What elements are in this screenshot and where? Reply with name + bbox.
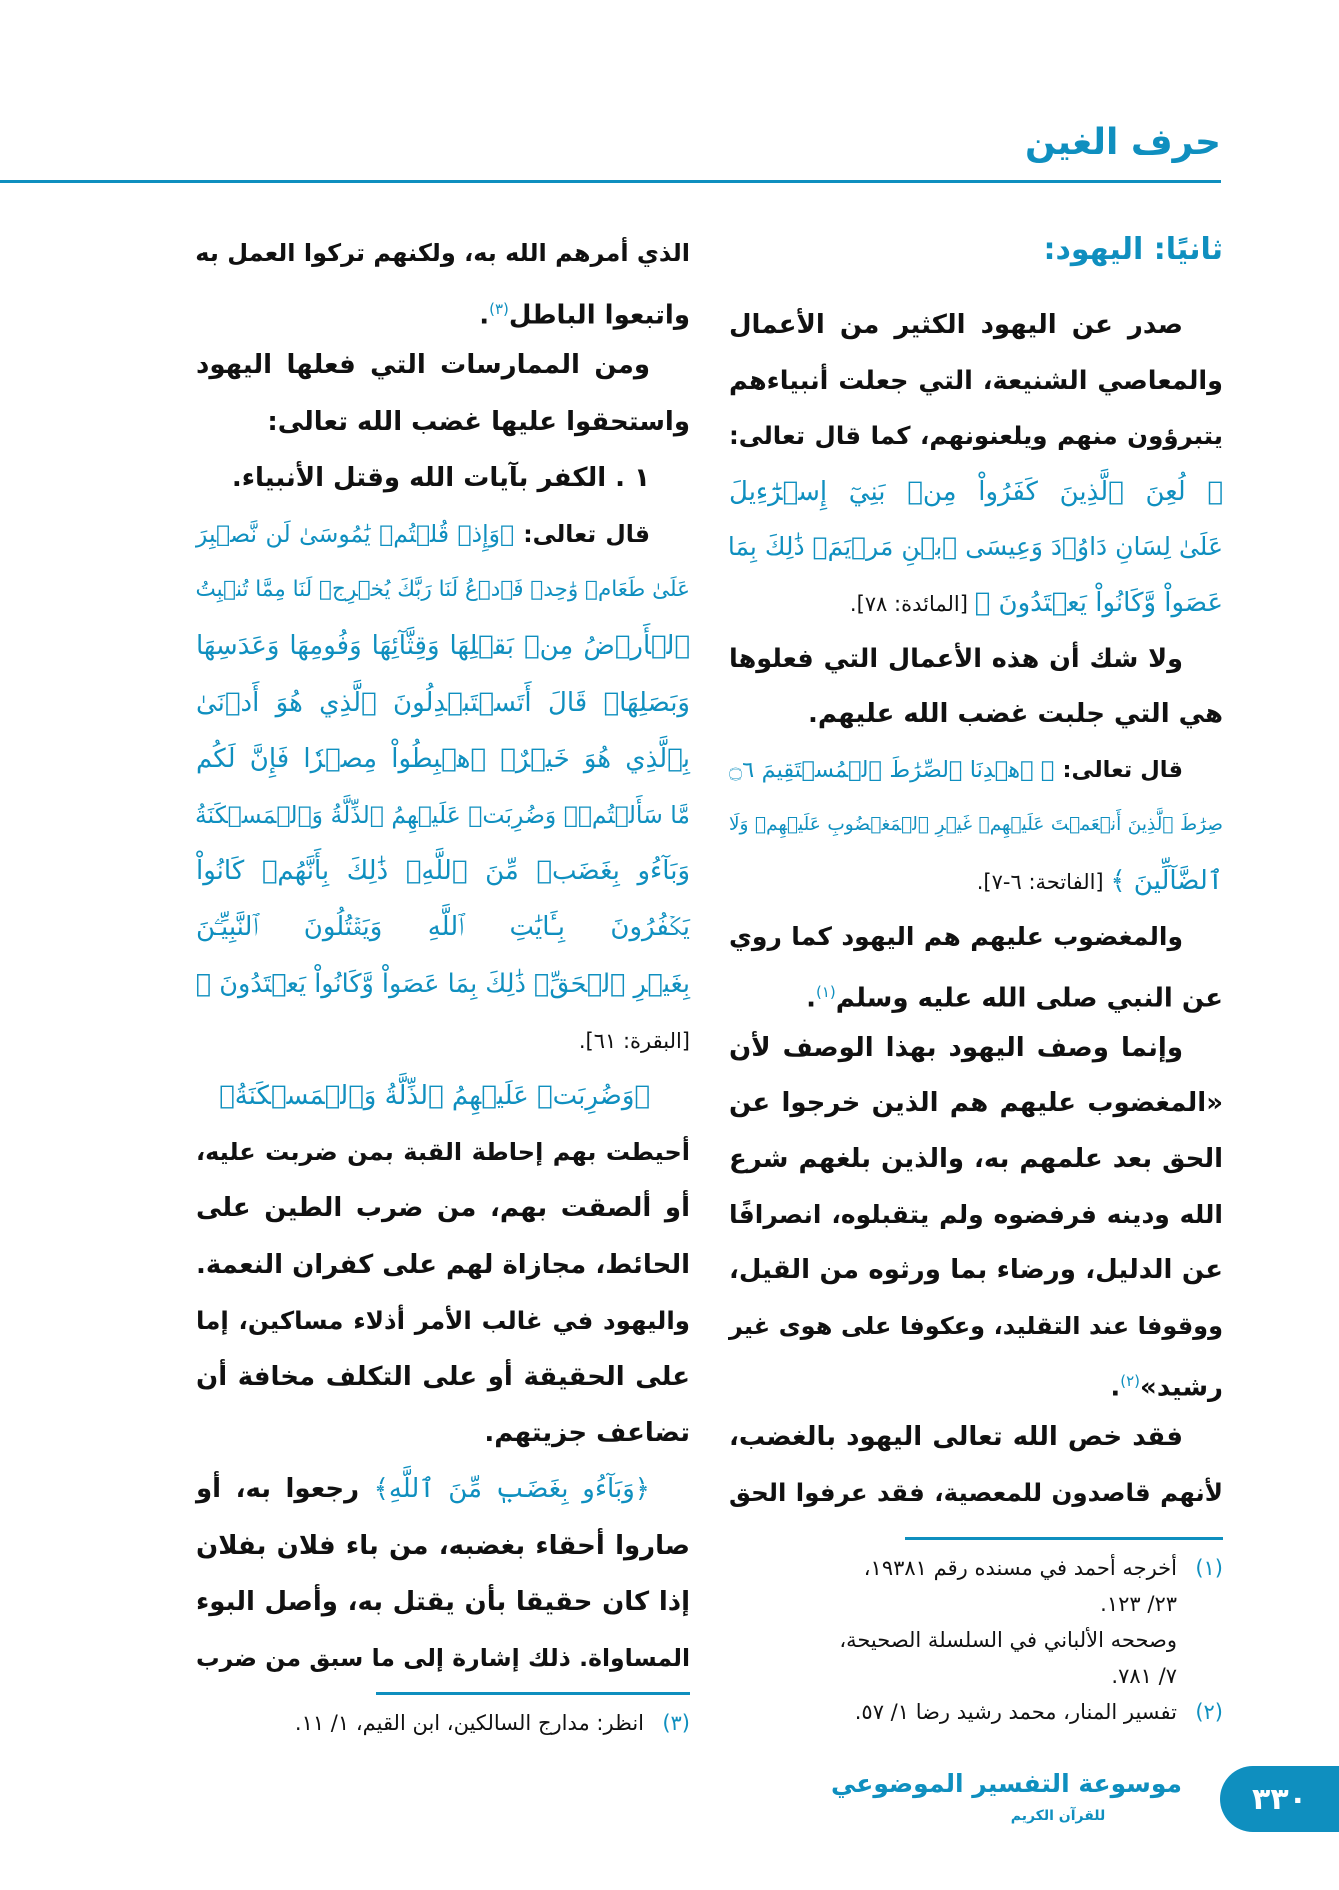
footnote-number: (١) (1195, 1556, 1223, 1580)
text-line (729, 1078, 1223, 1128)
body-text: رجعوا به، أو (196, 1474, 374, 1505)
header-divider (0, 180, 1221, 183)
footnote (729, 1550, 1223, 1694)
footnote-line: أخرجه أحمد في مسنده رقم ١٩٣٨١، (863, 1556, 1177, 1580)
text-line (729, 745, 1183, 795)
footnote-text (295, 1705, 644, 1741)
verse-reference: [المائدة: ٧٨]. (849, 592, 975, 616)
quran-verse: ﴿ ٱهۡدِنَا ٱلصِّرَٰطَ ٱلۡمُسۡتَقِيمَ ۝٦ (729, 756, 1055, 783)
text-line (729, 1356, 1223, 1406)
footnote-number: (٢) (1195, 1700, 1223, 1724)
footnote-marker[interactable]: (١) (816, 983, 836, 1002)
footnote-line: وصححه الألباني في السلسلة الصحيحة، (839, 1628, 1177, 1652)
text-line (729, 1301, 1223, 1351)
body-text: قال تعالى: (1054, 756, 1183, 783)
text-line (196, 1240, 690, 1290)
body-text: الذي أمرهم الله به، ولكنهم تركوا العمل به (195, 239, 690, 267)
footnotes (196, 1705, 690, 1741)
quran-verse: عَصَواْ وَّكَانُواْ يَعۡتَدُونَ ﴾ (974, 588, 1223, 618)
body-text: قال تعالى: (514, 520, 650, 548)
text-line (729, 578, 1223, 628)
body-text: يتبرؤون منهم ويلعنونهم، كما قال تعالى: (729, 421, 1223, 451)
text-line (196, 397, 690, 447)
body-text: المساواة. ذلك إشارة إلى ما سبق من ضرب (196, 1644, 690, 1672)
quran-verse: ﴿وَبَآءُو بِغَضَبٖ مِّنَ ٱللَّهِ﴾ (373, 1474, 650, 1505)
body-text: لأنهم قاصدون للمعصية، فقد عرفوا الحق (729, 1477, 1223, 1507)
footnote (196, 1705, 690, 1741)
page-number: ٣٣٠ (1252, 1781, 1307, 1817)
quran-verse: عَلَىٰ لِسَانِ دَاوُۥدَ وَعِيسَى ٱبۡنِ مَرۡيَمَۚ ذَٰلِكَ بِمَا (727, 532, 1223, 562)
quran-verse: صِرَٰطَ ٱلَّذِينَ أَنۡعَمۡتَ عَلَيۡهِمۡ غَيۡرِ ٱلۡمَغۡضُوبِ عَلَيۡهِمۡ وَلَا (729, 814, 1223, 836)
text-line (196, 1352, 690, 1402)
text-line (729, 467, 1223, 517)
text-line (729, 356, 1223, 406)
text-line (196, 453, 650, 503)
text-line (196, 959, 690, 1009)
quran-verse: ٱلضَّآلِّينَ ﴾ (1110, 866, 1223, 896)
footnote-line: ٧/ ٧٨١. (1111, 1664, 1177, 1688)
text-line (196, 284, 690, 334)
text-line (196, 1296, 690, 1346)
text-line (729, 411, 1223, 461)
quran-verse: مَّا سَأَلۡتُمۡۗ وَضُرِبَتۡ عَلَيۡهِمُ ٱلذِّلَّةُ وَٱلۡمَسۡكَنَةُ (195, 801, 690, 829)
body-text: الله ودينه فرفضوه ولم يتقبلوه، انصرافًا (729, 1199, 1223, 1229)
body-text: الحائط، مجازاة لهم على كفران النعمة. (196, 1249, 690, 1280)
text-line (196, 1015, 690, 1065)
body-text: والمغضوب عليهم هم اليهود كما روي (729, 921, 1183, 951)
footnote-line: تفسير المنار، محمد رشيد رضا ١/ ٥٧. (854, 1700, 1177, 1724)
text-line (729, 1134, 1223, 1184)
verse-reference: [البقرة: ٦١]. (578, 1028, 690, 1053)
body-text: رشيد» (1140, 1373, 1223, 1404)
text-line (196, 1408, 690, 1458)
quran-verse: ﴿وَإِذۡ قُلۡتُمۡ يَٰمُوسَىٰ لَن نَّصۡبِرَ (196, 520, 515, 548)
text-line (196, 1183, 690, 1233)
text-line (196, 1577, 690, 1627)
quran-verse: ٱلۡأَرۡضُ مِنۢ بَقۡلِهَا وَقِثَّآئِهَا وَفُومِهَا وَعَدَسِهَا (196, 631, 690, 662)
text-line (196, 228, 690, 278)
body-text: ولا شك أن هذه الأعمال التي فعلوها (729, 643, 1183, 674)
footnote-text (855, 1694, 1177, 1730)
footnote-number: (٣) (662, 1711, 690, 1735)
body-text: ١ . الكفر بآيات الله وقتل الأنبياء. (231, 462, 650, 493)
body-text: إذا كان حقيقا بأن يقتل به، وأصل البوء (196, 1586, 690, 1617)
footnote (729, 1694, 1223, 1730)
body-text: واستحقوا عليها غضب الله تعالى: (267, 406, 690, 437)
text-line (729, 967, 1223, 1017)
text-line (196, 678, 690, 728)
body-text: الحق بعد علمهم به، والذين بلغهم شرع (729, 1144, 1223, 1174)
quran-verse: بِٱلَّذِي هُوَ خَيۡرٌۚ ٱهۡبِطُواْ مِصۡرٗا فَإِنَّ لَكُم (196, 743, 690, 774)
body-text: وإنما وصف اليهود بهذا الوصف لأن (729, 1032, 1183, 1063)
quran-verse: وَبَصَلِهَاۖ قَالَ أَتَسۡتَبۡدِلُونَ ٱلَّذِي هُوَ أَدۡنَىٰ (196, 687, 690, 718)
body-text: فقد خص الله تعالى اليهود بالغضب، (729, 1422, 1183, 1452)
body-text: أحيطت بهم إحاطة القبة بمن ضربت عليه، (196, 1138, 690, 1167)
quran-verse: ﴿ لُعِنَ ٱلَّذِينَ كَفَرُواْ مِنۢ بَنِيٓ إِسۡرَٰٓءِيلَ (729, 476, 1223, 507)
body-text: عن الدليل، ورضاء بما ورثوه من القيل، (729, 1255, 1223, 1286)
body-text: صاروا أحقاء بغضبه، من باء فلان بفلان (196, 1530, 690, 1561)
text-line (729, 1412, 1183, 1462)
chapter-title: حرف الغين (1025, 122, 1221, 163)
text-line (196, 846, 690, 896)
text-line (729, 300, 1183, 350)
text-line (729, 1190, 1223, 1240)
encyclopedia-logo (830, 1762, 1182, 1842)
quran-verse: يَكۡفُرُونَ بِـَٔايَٰتِ ٱللَّهِ وَيَقۡتُلُونَ ٱلنَّبِيِّـۧنَ (196, 912, 690, 943)
text-line (729, 1023, 1183, 1073)
text-line (729, 912, 1183, 962)
body-text: . (806, 983, 816, 1014)
text-line (196, 1521, 690, 1571)
body-text: . (1110, 1373, 1121, 1404)
body-text: «المغضوب عليهم هم الذين خرجوا عن (729, 1088, 1223, 1119)
footnote-marker[interactable]: (٣) (489, 300, 509, 319)
text-line (196, 790, 690, 840)
body-text: عن النبي صلى الله عليه وسلم (835, 983, 1223, 1014)
quran-verse: بِغَيۡرِ ٱلۡحَقِّۗ ذَٰلِكَ بِمَا عَصَواْ وَّكَانُواْ يَعۡتَدُونَ ﴾ (195, 968, 690, 999)
body-text: تضاعف جزيتهم. (484, 1418, 690, 1449)
text-line (196, 902, 690, 952)
quran-verse: ﴿وَضُرِبَتۡ عَلَيۡهِمُ ٱلذِّلَّةُ وَٱلۡمَسۡكَنَةُ﴾ (219, 1081, 650, 1111)
body-text: هي التي جلبت غضب الله عليهم. (807, 699, 1223, 730)
footnote-marker[interactable]: (٢) (1120, 1372, 1141, 1391)
quran-verse: عَلَىٰ طَعَامٖ وَٰحِدٖ فَٱدۡعُ لَنَا رَبَّكَ يُخۡرِجۡ لَنَا مِمَّا تُنۢبِتُ (195, 577, 690, 603)
body-text: والمعاصي الشنيعة، التي جعلت أنبياءهم (729, 365, 1223, 396)
body-text: أو ألصقت بهم، من ضرب الطين على (196, 1193, 690, 1224)
body-text: على الحقيقة أو على التكلف مخافة أن (196, 1362, 690, 1392)
footnote-divider (905, 1537, 1223, 1540)
text-line (196, 565, 690, 615)
text-line (729, 1468, 1223, 1518)
text-line (196, 1633, 690, 1683)
body-text: . (479, 300, 490, 331)
text-line (729, 1245, 1223, 1295)
text-line (729, 800, 1223, 850)
page-number-badge (1220, 1766, 1339, 1832)
text-line (196, 1127, 690, 1177)
text-line (196, 340, 650, 390)
body-text: واليهود في غالب الأمر أذلاء مساكين، إما (196, 1305, 690, 1335)
verse-reference: [الفاتحة: ٦-٧]. (976, 870, 1111, 894)
logo-subtitle: للقرآن الكريم (1010, 1808, 1106, 1824)
footnote-divider (376, 1692, 690, 1695)
footnotes (729, 1550, 1223, 1730)
text-line (196, 621, 690, 671)
body-text: واتبعوا الباطل (508, 300, 690, 331)
logo-title: موسوعة التفسير الموضوعي (830, 1769, 1182, 1798)
section-heading: ثانيًا: اليهود: (1043, 232, 1223, 267)
body-text: ووقوفا عند التقليد، وعكوفا على هوى غير (729, 1311, 1223, 1340)
text-line (729, 689, 1223, 739)
text-line (729, 522, 1223, 572)
text-line (729, 634, 1183, 684)
text-line (196, 1464, 650, 1514)
body-text: صدر عن اليهود الكثير من الأعمال (729, 310, 1183, 340)
text-line (196, 1071, 650, 1121)
body-text: ومن الممارسات التي فعلها اليهود (196, 350, 650, 381)
footnote-line: ٢٣/ ١٢٣. (1100, 1592, 1177, 1616)
quran-verse: وَبَآءُو بِغَضَبٖ مِّنَ ٱللَّهِۗ ذَٰلِكَ بِأَنَّهُمۡ كَانُواْ (196, 856, 690, 887)
text-line (196, 509, 650, 559)
text-line (729, 856, 1223, 906)
text-line (196, 734, 690, 784)
footnote-line: انظر: مدارج السالكين، ابن القيم، ١/ ١١. (294, 1711, 644, 1735)
footnote-text (839, 1550, 1177, 1694)
